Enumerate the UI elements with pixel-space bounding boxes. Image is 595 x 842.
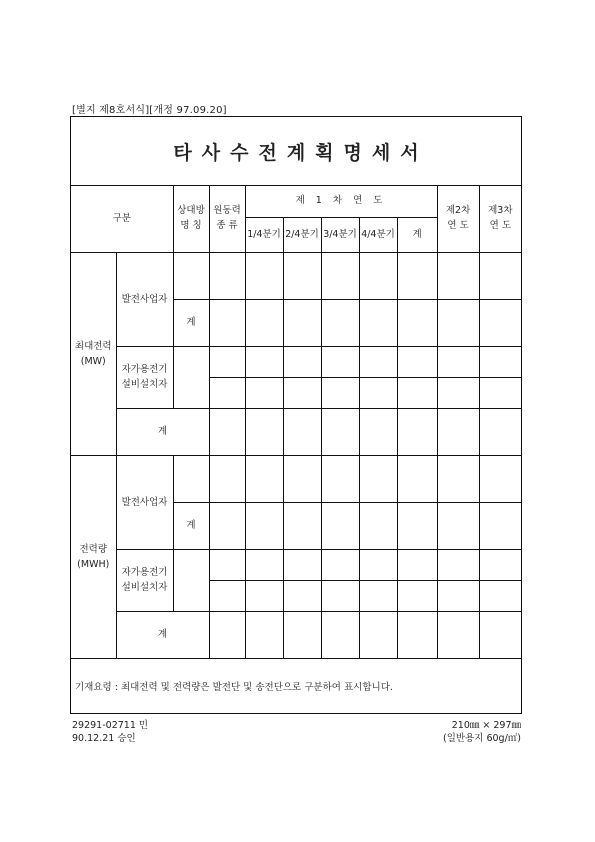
section2-generator-subtotal-label: 계: [173, 502, 209, 549]
section2-self-label-line1: 자가용전기: [121, 567, 168, 578]
section1-self-label-line2: 설비설치자: [121, 379, 168, 390]
header-row-1: [71, 185, 521, 217]
section1-row-total: [71, 408, 521, 455]
form-box: [70, 116, 522, 714]
section2-label-line1: 전력량: [79, 543, 108, 555]
section2-generator-label: 발전사업자: [116, 455, 173, 549]
form-title: 타사수전계획명세서: [173, 141, 429, 164]
year2-header-line2: 연 도: [447, 220, 469, 232]
year3-header-line2: 연 도: [489, 220, 511, 232]
section1-total-label: 계: [116, 408, 209, 455]
title-area: [71, 117, 521, 186]
section1-self-label-line1: 자가용전기: [121, 364, 168, 375]
plan-table: [71, 185, 521, 659]
instructions-text: 기재요령 : 최대전력 및 전력량은 발전단 및 송전단으로 구분하여 표시합니다.: [75, 681, 393, 693]
section2-self-label: [116, 549, 173, 611]
approval-date: 90.12.21 승인: [72, 733, 136, 744]
section1-row-generator: [71, 252, 521, 299]
section2-label: [71, 455, 116, 658]
counterpart-header: [173, 185, 209, 252]
power-source-header-line2: 종 류: [216, 220, 238, 232]
power-source-header-line1: 원동력: [213, 205, 241, 217]
section1-self-label: [116, 346, 173, 408]
counterpart-header-line1: 상대방: [177, 205, 205, 217]
paper-type: (일반용지 60g/㎡): [443, 733, 521, 744]
year3-header: [479, 185, 521, 252]
section1-row-self-a: [71, 346, 521, 377]
year3-header-line1: 제3차: [488, 205, 513, 217]
section2-row-generator: [71, 455, 521, 502]
quarter2-header: 2/4분기: [283, 217, 321, 252]
section1-generator-label: 발전사업자: [116, 252, 173, 346]
section2-row-total: [71, 611, 521, 658]
counterpart-header-line2: 명 칭: [180, 220, 202, 232]
section1-generator-subtotal-label: 계: [173, 299, 209, 346]
quarter4-header: 4/4분기: [359, 217, 397, 252]
section2-label-line2: (MWH): [77, 558, 110, 570]
year2-header-line1: 제2차: [445, 205, 471, 217]
quarter1-header: 1/4분기: [245, 217, 283, 252]
category-header: 구분: [71, 185, 173, 252]
year1-header: 제 1 차 연 도: [245, 185, 437, 217]
instructions-note: [71, 658, 521, 713]
section2-self-label-line2: 설비설치자: [121, 582, 168, 593]
year1-sum-header: 계: [397, 217, 437, 252]
form-code: 29291-02711 민: [72, 720, 149, 731]
quarter3-header: 3/4분기: [321, 217, 359, 252]
power-source-header: [209, 185, 245, 252]
form-reference: [별지 제8호서식][개정 97.09.20]: [72, 105, 227, 116]
section1-label-line2: (MW): [80, 355, 106, 367]
paper-size: 210㎜ × 297㎜: [451, 720, 521, 731]
section1-label-line1: 최대전력: [74, 340, 112, 352]
section2-total-label: 계: [116, 611, 209, 658]
year2-header: [437, 185, 479, 252]
section2-row-self-a: [71, 549, 521, 580]
section1-label: [71, 252, 116, 455]
